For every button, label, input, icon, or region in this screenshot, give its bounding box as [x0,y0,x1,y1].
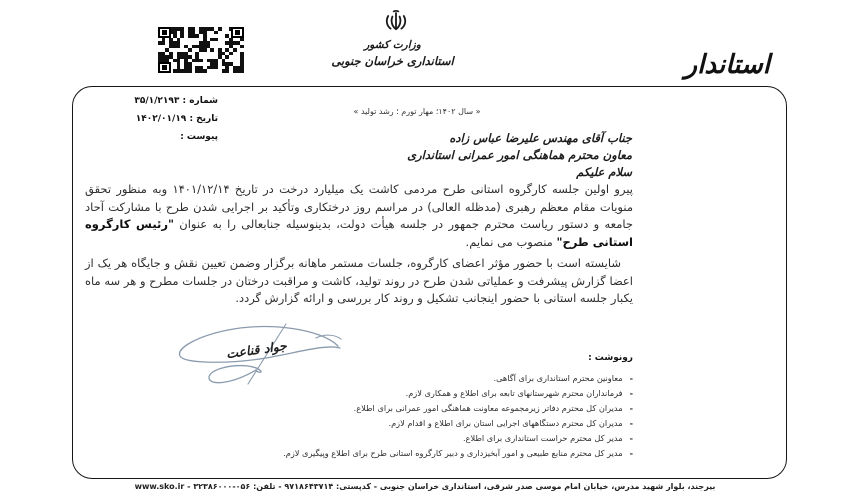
year-slogan: « سال ۱۴۰۲؛ مهار تورم ؛ رشد تولید » [353,107,481,116]
recipient-name: جناب آقای مهندس علیرضا عباس زاده [449,131,632,145]
qr-finder-icon [158,27,171,38]
letterhead-text [310,38,475,70]
qr-code [158,27,244,73]
cc-item [85,371,633,386]
cc-item-text: معاونین محترم استانداری برای آگاهی. [493,373,623,383]
governor-title: استاندار [684,50,770,80]
cc-list [85,371,633,461]
paragraph1-tail: منصوب می نمایم. [465,234,557,249]
dash-bullet: - [629,388,633,398]
paragraph1-lead: پیرو اولین جلسه کارگروه استانی طرح مردمی کاشت یک میلیارد درخت در تاریخ ۱۴۰۱/۱۲/۱۴ وبه منظور تحقق منویات مقام معظم رهبری (مدظله العالی) در مراسم روز درختکاری وتأکید بر اجرایی شدن طرح با مشارکت آحاد جامعه و دستور ریاست محترم جمهور در جلسه هیأت دولت، بدینوسیله جنابعالی را به عنوان [85,182,634,231]
cc-label: رونوشت : [588,353,633,363]
number-value: ۳۵/۱/۲۱۹۳ [134,96,180,106]
dash-bullet: - [629,403,633,413]
cc-item [85,401,633,416]
iran-emblem-icon [384,10,408,38]
cc-item-text: مدیران کل محترم دستگاههای اجرایی استان برای اطلاع و اقدام لازم. [388,418,623,428]
cc-item [85,431,633,446]
qr-finder-icon [158,62,171,73]
attachment-label: پیوست : [180,132,218,142]
cc-item [85,416,633,431]
number-label: شماره : [182,96,218,106]
dash-bullet: - [629,418,633,428]
recipient-block [407,130,632,181]
greeting: سلام علیکم [576,165,632,179]
dash-bullet: - [629,433,633,443]
dash-bullet: - [629,373,633,383]
body-paragraph-1 [85,181,633,251]
recipient-position: معاون محترم هماهنگی امور عمرانی استانداری [407,148,632,162]
footer-address: بیرجند، بلوار شهید مدرس، خیابان امام موسی صدر شرقی، استانداری خراسان جنوبی - کدپستی: ۹۷۱۸۶۴۳۷۱۴ - تلفن: ۰۵۶-۳۲۳۸۶۰۰۰ - www.sko.ir [134,482,716,491]
ministry-name: وزارت کشور [364,39,421,51]
date-value: ۱۴۰۲/۰۱/۱۹ [135,114,187,124]
dash-bullet: - [629,448,633,458]
cc-item [85,386,633,401]
body-paragraph-2: شایسته است با حضور مؤثر اعضای کارگروه، جلسات مستمر ماهانه برگزار وضمن تعیین نقش و جایگاه هر یک از اعضا گزارش پیشرفت و عملیاتی شدن طرح در روند تولید، کاشت و مراقبت درختان در جلسات مطرح و هر سه ماه یکبار جلسه استانی با حضور اینجانب تشکیل و روند کار بررسی و ارائه گزارش گردد. [85,256,633,305]
cc-item-text: مدیر کل محترم حراست استانداری برای اطلاع. [462,433,623,443]
cc-item-text: مدیران کل محترم دفاتر زیرمجموعه معاونت هماهنگی امور عمرانی برای اطلاع. [353,403,623,413]
cc-item-text: مدیر کل محترم منابع طبیعی و امور آبخیزداری و دبیر کارگروه استانی طرح برای اطلاع وپیگیری لازم. [283,448,623,458]
date-label: تاریخ : [189,114,218,124]
cc-item [85,446,633,461]
cc-item-text: فرمانداران محترم شهرستانهای تابعه برای اطلاع و همکاری لازم. [405,388,623,398]
appointment-title-emphasis: "رئیس کارگروه استانی طرح" [85,217,633,249]
governorate-name: استانداری خراسان جنوبی [331,54,454,68]
qr-finder-icon [231,27,244,38]
signature-name: جواد قناعت [225,337,288,362]
